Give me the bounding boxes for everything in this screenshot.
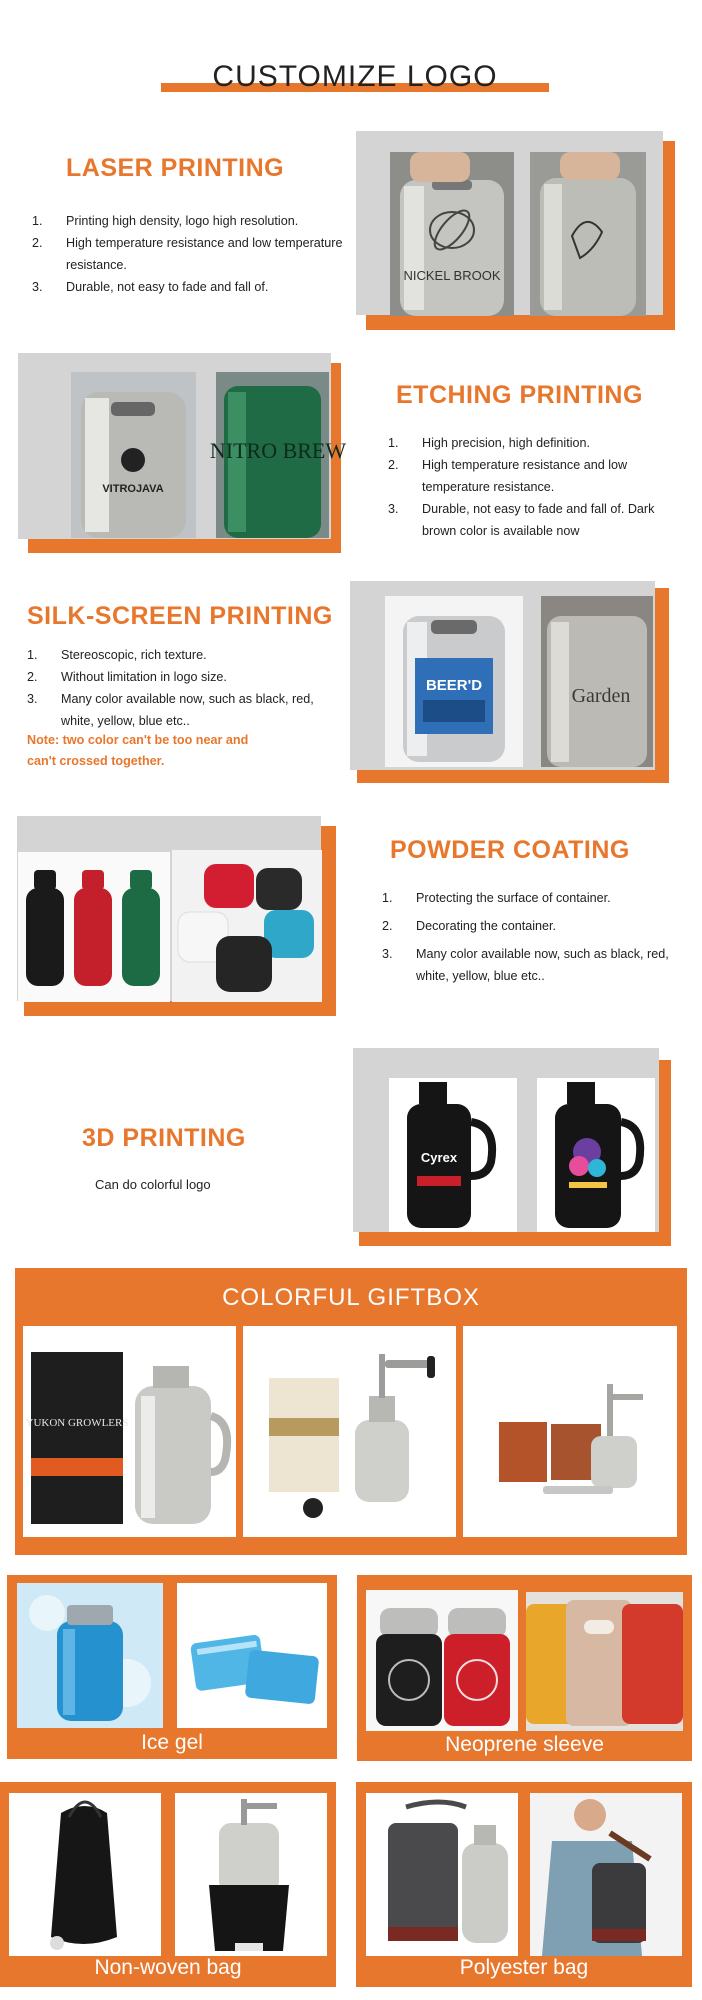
etching-item-1: 1. High precision, high definition. <box>388 436 591 450</box>
etching-list <box>388 432 658 542</box>
giftbox-title: COLORFUL GIFTBOX <box>222 1284 480 1311</box>
3d-title: 3D PRINTING <box>82 1124 246 1152</box>
nonwoven-label: Non-woven bag <box>94 1956 242 1979</box>
etching-photo-1-logo: VITROJAVA <box>102 483 164 495</box>
3d-photo-2 <box>537 1078 655 1232</box>
etching-photo-2 <box>209 372 347 538</box>
neoprene-photo-1 <box>366 1590 518 1731</box>
giftbox-photo-3 <box>463 1326 677 1537</box>
polyester-label: Polyester bag <box>459 1956 589 1979</box>
3d-photo-1-logo: Cyrex <box>420 1150 458 1165</box>
etching-item-3: 3. Durable, not easy to fade and fall of. Dark brown color is available now <box>388 502 655 538</box>
silk-photo-1 <box>385 596 523 767</box>
silk-photo-2 <box>541 596 653 767</box>
laser-photo-1 <box>390 152 514 316</box>
ice-gel-label: Ice gel <box>141 1731 203 1754</box>
powder-item-1: 1. Protecting the surface of container. <box>382 891 611 905</box>
laser-list <box>32 210 352 298</box>
laser-title: LASER PRINTING <box>66 154 285 182</box>
etching-item-2: 2. High temperature resistance and low temperature resistance. <box>388 458 628 494</box>
neoprene-photo-2 <box>526 1592 683 1731</box>
etching-title: ETCHING PRINTING <box>396 381 643 409</box>
powder-item-2: 2. Decorating the container. <box>382 919 557 933</box>
powder-list <box>382 887 682 987</box>
silk-photo-1-logo: BEER'D <box>425 677 483 694</box>
giftbox-photo-1 <box>23 1326 236 1537</box>
3d-desc: Can do colorful logo <box>95 1177 211 1192</box>
giftbox-photo-1-logo: YUKON GROWLERS <box>25 1417 129 1429</box>
silk-note: Note: two color can't be too near and can't crossed together. <box>27 733 249 768</box>
silk-item-2: 2. Without limitation in logo size. <box>27 670 227 684</box>
powder-title: POWDER COATING <box>390 836 630 864</box>
powder-photo-1 <box>18 852 170 1002</box>
powder-item-3: 3. Many color available now, such as black, red, white, yellow, blue etc.. <box>382 947 669 983</box>
etching-photo-1 <box>71 372 196 538</box>
laser-photo-2 <box>530 152 646 316</box>
page-title: CUSTOMIZE LOGO <box>212 60 498 93</box>
powder-photo-2 <box>172 850 322 1002</box>
laser-item-3: 3. Durable, not easy to fade and fall of. <box>32 280 269 294</box>
silk-list <box>27 644 337 732</box>
nonwoven-photo-2 <box>175 1793 327 1956</box>
ice-gel-photo-1 <box>17 1583 163 1728</box>
laser-item-1: 1. Printing high density, logo high resolution. <box>32 214 299 228</box>
silk-photo-2-logo: Garden <box>571 685 631 707</box>
silk-item-3: 3. Many color available now, such as black, red, white, yellow, blue etc.. <box>27 692 314 728</box>
silk-title: SILK-SCREEN PRINTING <box>27 602 333 630</box>
3d-photo-1 <box>389 1078 517 1232</box>
giftbox-photo-2 <box>243 1326 456 1537</box>
ice-gel-photo-2 <box>177 1583 327 1728</box>
etching-photo-2-logo: NITRO BREW <box>209 438 347 463</box>
nonwoven-photo-1 <box>9 1793 161 1956</box>
polyester-photo-1 <box>366 1793 518 1956</box>
polyester-photo-2 <box>530 1793 682 1956</box>
silk-item-1: 1. Stereoscopic, rich texture. <box>27 648 207 662</box>
laser-photo-1-logo: NICKEL BROOK <box>403 268 501 283</box>
laser-item-2: 2. High temperature resistance and low temperature resistance. <box>32 236 343 272</box>
neoprene-label: Neoprene sleeve <box>445 1733 604 1756</box>
